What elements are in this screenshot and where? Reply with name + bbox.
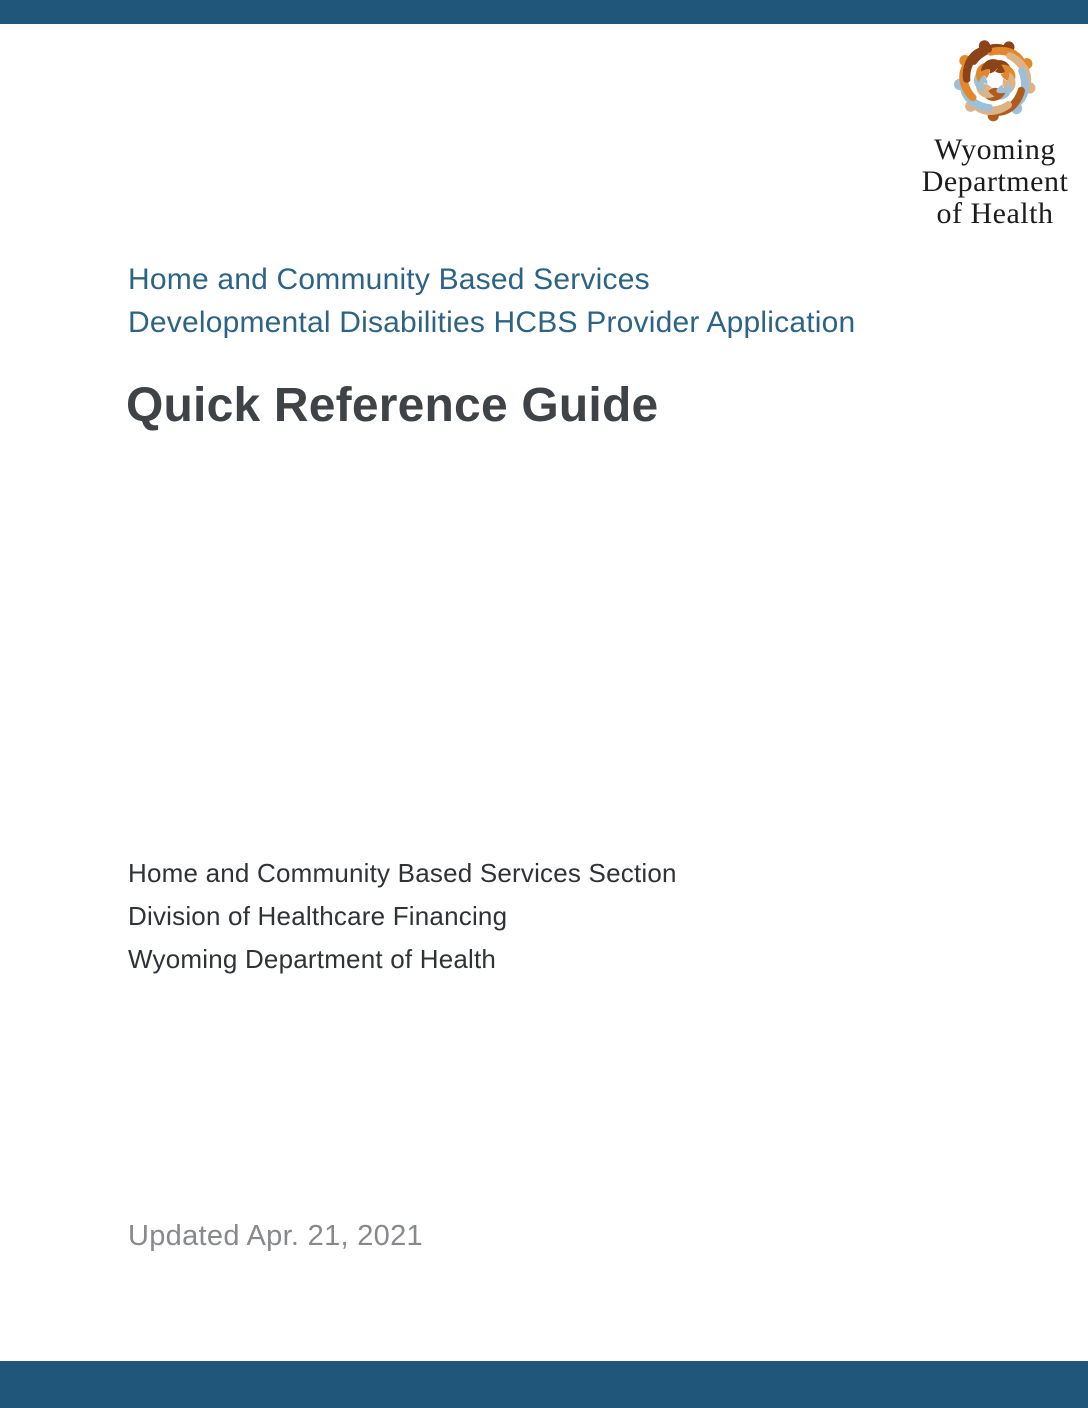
top-accent-bar [0,0,1088,24]
subtitle-line-2: Developmental Disabilities HCBS Provider Application [128,306,856,339]
organization-line: Wyoming Department of Health [128,944,497,974]
people-swirl-icon [941,28,1049,132]
logo-org-line: Wyoming [934,133,1056,166]
organization-line: Home and Community Based Services Section [128,858,677,888]
updated-date: Updated Apr. 21, 2021 [128,1220,423,1252]
document-subtitle [128,258,855,344]
page-title: Quick Reference Guide [126,379,659,432]
logo-org-line: of Health [936,197,1054,230]
subtitle-line-1: Home and Community Based Services [128,263,650,296]
wdh-logo [902,28,1088,230]
organization-block [128,852,677,981]
organization-line: Division of Healthcare Financing [128,901,508,931]
logo-org-line: Department [921,165,1069,198]
bottom-accent-bar [0,1361,1088,1408]
